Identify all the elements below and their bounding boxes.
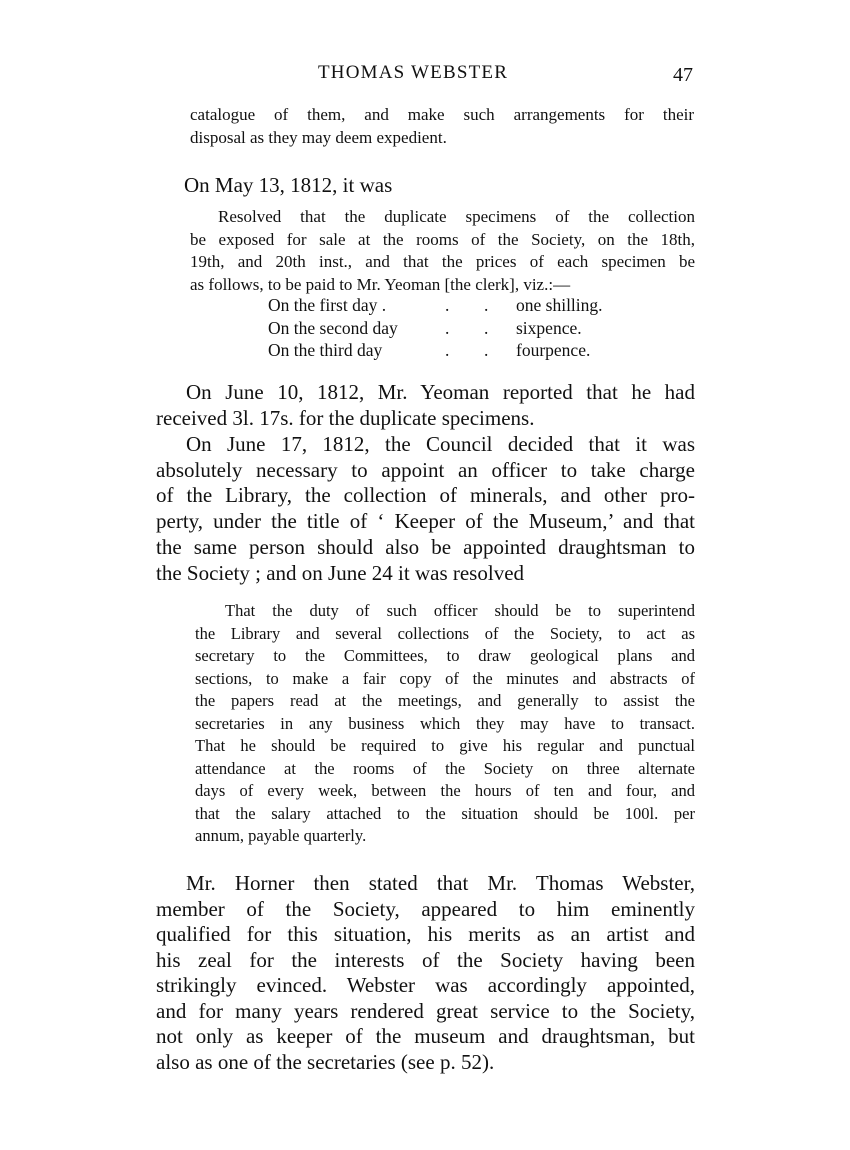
text-line: that the salary attached to the situation should be 100l. per [195,803,695,823]
schedule-row [268,317,688,340]
text-line: strikingly evinced. Webster was accordingly appointed, [156,973,695,997]
leader-dot: . [484,340,489,360]
text-line: received 3l. 17s. for the duplicate specimens. [156,405,535,430]
text-line: days of every week, between the hours of ten and four, and [195,781,695,800]
text-line: sections, to make a fair copy of the minutes and abstracts of [195,668,695,688]
text-line: secretaries in any business which they may have to transact. [195,713,695,733]
text-line: the Library and several collections of the Society, to act as [195,623,695,643]
leader-dot: . [484,295,489,315]
text-line: the papers read at the meetings, and generally to assist the [195,691,695,710]
text-line: attendance at the rooms of the Society on three alternate [195,758,695,778]
schedule-day: On the third day [268,340,383,360]
running-head [0,62,850,92]
quote-keeper-duties [195,600,695,848]
schedule-amount: fourpence. [516,340,591,360]
text-line: member of the Society, appeared to him eminently [156,896,695,921]
text-line: qualified for this situation, his merits as an artist and [156,922,695,946]
paragraph-catalogue [190,104,694,149]
text-line: not only as keeper of the museum and draughtsman, but [156,1024,695,1048]
text-line: as follows, to be paid to Mr. Yeoman [the clerk], viz.:— [190,274,571,294]
text-line: perty, under the title of ‘ Keeper of the Museum,’ and that [156,509,695,534]
text-line: his zeal for the interests of the Society having been [156,947,695,972]
schedule-amount: one shilling. [516,295,603,315]
schedule-day: On the second day [268,317,398,338]
text-line: Resolved that the duplicate specimens of the collection [218,207,695,226]
running-title: THOMAS WEBSTER [318,62,509,83]
schedule-row [268,339,688,362]
text-line: secretary to the Committees, to draw geological plans and [195,646,695,665]
schedule-row [268,294,688,317]
text-line: annum, payable quarterly. [195,826,367,845]
text-line: absolutely necessary to appoint an officer to take charge [156,457,695,482]
text-line: of the Library, the collection of minerals, and other pro- [156,483,695,508]
text-line: also as one of the secretaries (see p. 52). [156,1049,495,1074]
paragraph-horner-webster [156,871,695,1075]
leader-dot: . [445,295,450,315]
text-line: 19th, and 20th inst., and that the prices of each specimen be [190,252,695,271]
price-schedule [268,294,688,362]
text-line: the same person should also be appointed draughtsman to [156,534,695,559]
quote-resolution-duplicates [190,206,695,296]
text-line: That he should be required to give his regular and punctual [195,736,695,755]
paragraph-june-10 [156,380,695,431]
text-line: be exposed for sale at the rooms of the Society, on the 18th, [190,229,695,249]
paragraph-may-13 [184,173,704,199]
text-line: That the duty of such officer should be to superintend [225,601,695,620]
leader-dot: . [445,340,450,360]
schedule-day: On the first day . [268,295,387,315]
text-line: catalogue of them, and make such arrangements for their [190,105,694,124]
leader-dot: . [484,317,489,338]
text-line: On June 17, 1812, the Council decided that it was [186,432,695,456]
text-line: Mr. Horner then stated that Mr. Thomas Webster, [186,871,695,895]
text-line: On June 10, 1812, Mr. Yeoman reported that he had [186,380,695,404]
text-line: disposal as they may deem expedient. [190,127,447,147]
text-line: On May 13, 1812, it was [184,173,393,197]
leader-dot: . [445,317,450,338]
schedule-amount: sixpence. [516,317,582,338]
paragraph-june-17 [156,432,695,586]
text-line: the Society ; and on June 24 it was resolved [156,560,525,585]
text-line: and for many years rendered great service to the Society, [156,998,695,1023]
page-number: 47 [673,64,693,86]
